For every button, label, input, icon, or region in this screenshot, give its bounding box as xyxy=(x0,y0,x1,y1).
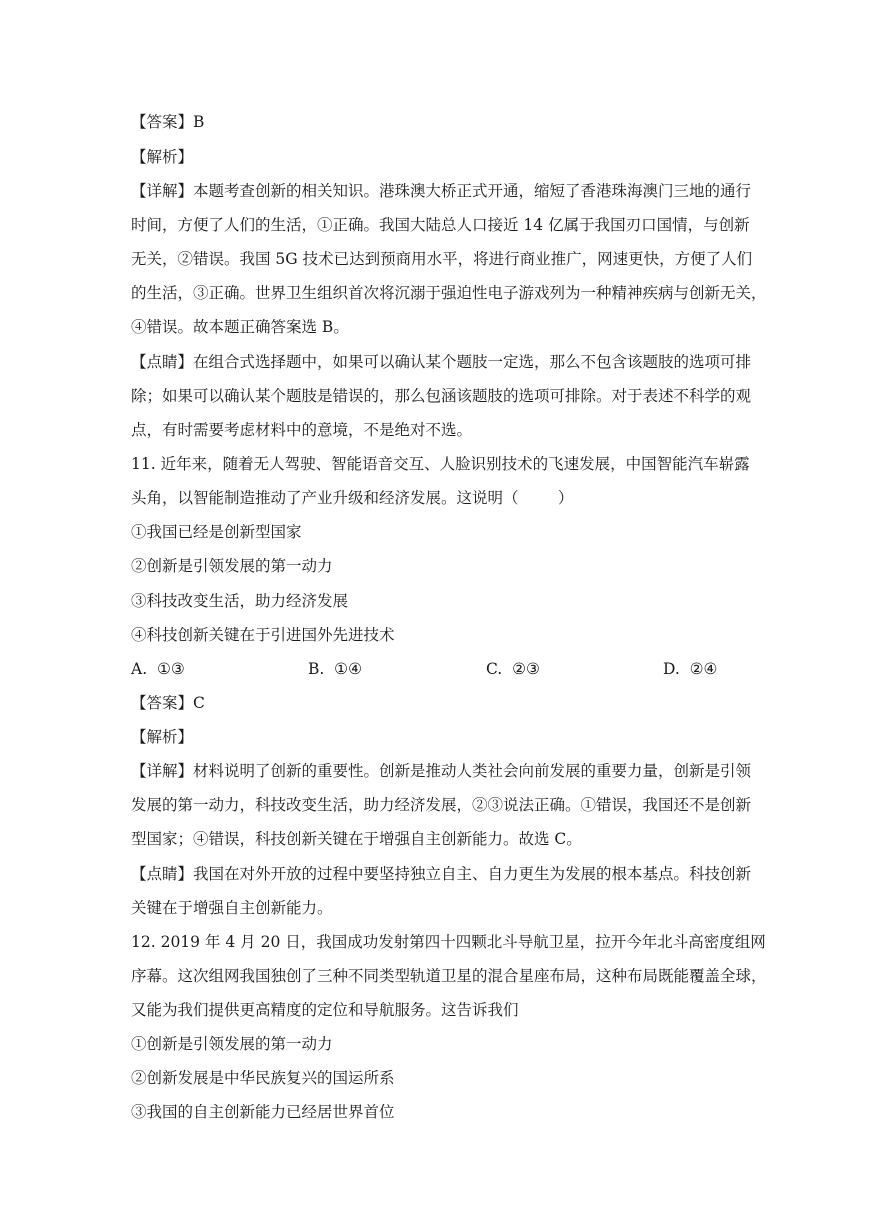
q10-detail-line: 时间，方便了人们的生活，①正确。我国大陆总人口接近 14 亿属于我国刃口国情，与创新 xyxy=(131,216,750,234)
q10-detail-line: 的生活，③正确。世界卫生组织首次将沉溺于强迫性电子游戏列为一种精神疾病与创新无关， xyxy=(131,284,767,302)
q11-option-c: C. ②③ xyxy=(486,660,540,678)
q11-option-a: A. ①③ xyxy=(131,660,185,678)
q12-item: ③我国的自主创新能力已经居世界首位 xyxy=(131,1103,395,1121)
q10-analysis-heading: 【解析】 xyxy=(131,148,194,166)
q11-item: ①我国已经是创新型国家 xyxy=(131,523,302,541)
q10-detail-line: ④错误。故本题正确答案选 B。 xyxy=(131,318,349,336)
q12-stem-line: 又能为我们提供更高精度的定位和导航服务。这告诉我们 xyxy=(131,1001,519,1019)
q11-detail-line: 型国家；④错误，科技创新关键在于增强自主创新能力。故选 C。 xyxy=(131,830,582,848)
q11-analysis-heading: 【解析】 xyxy=(131,728,194,746)
q10-detail-line: 无关，②错误。我国 5G 技术已达到预商用水平，将进行商业推广，网速更快，方便了人们 xyxy=(131,250,753,268)
q12-stem-line: 序幕。这次组网我国独创了三种不同类型轨道卫星的混合星座布局，这种布局既能覆盖全球， xyxy=(131,967,767,985)
q10-tips-line: 【点睛】在组合式选择题中，如果可以确认某个题肢一定选，那么不包含该题肢的选项可排 xyxy=(131,353,752,371)
q11-item: ④科技创新关键在于引进国外先进技术 xyxy=(131,626,395,644)
q11-item: ③科技改变生活，助力经济发展 xyxy=(131,592,349,610)
q11-option-d: D. ②④ xyxy=(663,660,718,678)
q11-detail-line: 发展的第一动力，科技改变生活，助力经济发展，②③说法正确。①错误，我国还不是创新 xyxy=(131,796,752,814)
q11-item: ②创新是引领发展的第一动力 xyxy=(131,557,333,575)
q12-stem-line: 12. 2019 年 4 月 20 日，我国成功发射第四十四颗北斗导航卫星，拉开今年北斗高密度组网 xyxy=(131,933,766,951)
q10-detail-line: 【详解】本题考查创新的相关知识。港珠澳大桥正式开通，缩短了香港珠海澳门三地的通行 xyxy=(131,182,752,200)
q11-answer: 【答案】C xyxy=(131,694,205,712)
q10-tips-line: 点，有时需要考虑材料中的意境，不是绝对不选。 xyxy=(131,421,473,439)
q11-stem-line: 11. 近年来，随着无人驾驶、智能语音交互、人脸识别技术的飞速发展，中国智能汽车崭露 xyxy=(131,455,750,473)
q11-tips-line: 【点睛】我国在对外开放的过程中要坚持独立自主、自力更生为发展的根本基点。科技创新 xyxy=(131,865,752,883)
q11-detail-line: 【详解】材料说明了创新的重要性。创新是推动人类社会向前发展的重要力量，创新是引领 xyxy=(131,762,752,780)
q11-stem-line: 头角，以智能制造推动了产业升级和经济发展。这说明（ ） xyxy=(131,489,574,507)
q11-tips-line: 关键在于增强自主创新能力。 xyxy=(131,899,333,917)
q12-item: ②创新发展是中华民族复兴的国运所系 xyxy=(131,1069,395,1087)
q12-item: ①创新是引领发展的第一动力 xyxy=(131,1035,333,1053)
q10-answer: 【答案】B xyxy=(131,113,205,131)
q11-option-b: B. ①④ xyxy=(308,660,362,678)
q10-tips-line: 除；如果可以确认某个题肢是错误的，那么包涵该题肢的选项可排除。对于表述不科学的观 xyxy=(131,387,752,405)
